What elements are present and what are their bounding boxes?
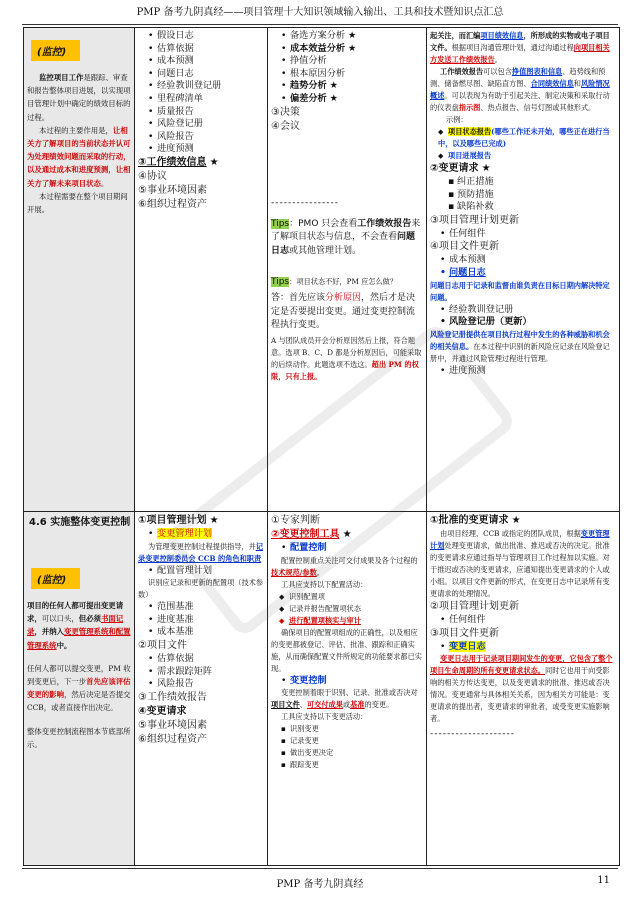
process-guidance: 任何人都可以提交变更，PM 收到变更后，下一步首先应该评估变更的影响，然后决定是否提交 CCB，或者直接作出决定。	[27, 663, 131, 713]
output-section: ②项目管理计划更新	[430, 601, 519, 612]
tool-item: • 配置控制	[271, 542, 423, 555]
input-note: 为管理变更控制过程提供指导，并记录变更控制委员会 CCB 的角色和职责	[138, 541, 264, 563]
tips-note: Tips：PMO 只会查看工作绩效报告来了解项目状态与信息，不会查看问题日志或其他管理计划。	[271, 218, 421, 256]
output-section: ②变更请求 ★	[430, 163, 491, 174]
process-table	[23, 27, 620, 866]
output-item: • 问题日志	[430, 267, 616, 280]
footer-rule	[22, 868, 618, 869]
input-item: • 变更管理计划	[138, 528, 264, 541]
input-section: ⑤事业环境因素	[138, 719, 207, 731]
process-note: 整体变更控制流程图本节底部所示。	[27, 726, 131, 749]
output-item: • 任何组件	[430, 614, 616, 627]
output-section: ③项目管理计划更新	[430, 214, 519, 226]
input-item: • 风险报告	[138, 678, 264, 691]
output-description: 起关注，而汇编项目绩效信息，所形成的实物或电子项目文件。根据项目沟通管理计划，通过沟通过程向项目相关方发送工作绩效报告。	[430, 31, 610, 64]
tips-question: Tips：项目状态不好，PM 应怎么做？	[271, 277, 398, 288]
tools-cell	[268, 512, 427, 866]
input-section: ⑤事业环境因素	[138, 184, 207, 196]
process-description: 监控项目工作是跟踪、审查和报告整体项目进展，以实现项目管理计划中确定的绩效目标的过程。	[27, 73, 131, 122]
output-item: • 风险登记册（更新）	[430, 316, 616, 329]
input-item: • 质量报告	[138, 106, 264, 119]
issue-log-note: 问题日志用于记录和监督由谁负责在目标日期内解决特定问题。	[430, 280, 610, 302]
tool-note: 确保项目的配置项组成的正确性，以及相应的变更都被登记、评估、批准、跟踪和正确实施，从而确保配置文件所规定的功能要求都已实现。	[271, 627, 422, 673]
process-group-label: (监控)	[31, 40, 80, 61]
risk-register-note: 风险登记册提供在项目执行过程中发生的各种威胁和机会的相关信息。在本过程中识别的新风险应记录在风险登记册中，并通过风险管理过程进行管理。	[430, 329, 610, 363]
input-item: • 范围基准	[138, 601, 264, 614]
output-subitem: ▪ 预防措施	[430, 189, 616, 202]
input-item: • 风险报告	[138, 131, 264, 144]
example-label: 示例：	[446, 115, 468, 124]
tool-activity: ◆ 记录并报告配置项状态	[271, 603, 423, 615]
tool-item: • 成本效益分析 ★	[271, 43, 423, 56]
input-section: ③工作绩效报告	[138, 691, 207, 703]
input-section: ④协议	[138, 170, 167, 182]
tool-note: 工具应支持以下配置活动：	[281, 579, 368, 589]
process-cell	[24, 512, 135, 866]
process-name: 4.6 实施整体变更控制	[29, 517, 131, 528]
output-item: • 成本预测	[430, 254, 616, 267]
example-item: ◆ 项目进展报告	[430, 150, 616, 162]
output-item: • 经验教训登记册	[430, 304, 616, 317]
divider-dashes: ----------------	[271, 197, 339, 208]
tool-activity: ▪ 做出变更决定	[271, 747, 423, 759]
input-item: • 经验教训登记册	[138, 80, 264, 93]
input-item: • 估算依据	[138, 43, 264, 56]
process-group-label: (监控)	[31, 568, 80, 589]
tool-activity: ▪ 跟踪变更	[271, 759, 423, 771]
input-section: ⑥组织过程资产	[138, 198, 207, 210]
outputs-cell	[427, 512, 620, 866]
tool-activity: ▪ 记录变更	[271, 735, 423, 747]
input-item: • 进度预测	[138, 143, 264, 156]
input-section: ②项目文件	[138, 639, 187, 651]
output-note: 由项目经理、CCB 或指定的团队成员，根据变更管理计划处理变更请求，做出批准、推迟或否决的决定。批准的变更请求应通过指导与管理项目工作过程加以实施。对于推迟或否决的变更请求，应通知提出变更请求的个人或小组。以项目文件更新的形式，在变更日志中记录所有变更请求的处理情况。	[430, 529, 610, 598]
process-purpose: 本过程的主要作用是，让相关方了解项目的当前状态并认可为处理绩效问题而采取的行动，以及通过成本和进度预测，让相关方了解未来项目状态。	[27, 125, 131, 188]
input-item: • 问题日志	[138, 68, 264, 81]
tool-item: • 趋势分析 ★	[271, 80, 423, 93]
tool-section: ②变更控制工具 ★	[271, 529, 352, 540]
output-item: • 任何组件	[430, 228, 616, 241]
output-subitem: ▪ 缺陷补救	[430, 201, 616, 214]
output-item: • 进度预测	[430, 365, 616, 378]
outputs-cell	[427, 28, 620, 512]
inputs-cell	[135, 512, 268, 866]
input-item: • 估算依据	[138, 653, 264, 666]
input-item: • 成本基准	[138, 626, 264, 639]
tool-activity: ◆ 进行配置项核实与审计	[271, 615, 423, 627]
input-item: • 成本预测	[138, 55, 264, 68]
process-frequency: 本过程需要在整个项目期间开展。	[27, 191, 128, 215]
input-item: • 配置管理计划	[138, 565, 264, 578]
tool-item: • 偏差分析 ★	[271, 93, 423, 106]
tips-answer: 答：首先应该分析原因，然后才是决定是否要提出变更。通过变更控制流程执行变更。	[271, 292, 416, 331]
output-section: ①批准的变更请求 ★	[430, 515, 521, 526]
input-section: ④变更请求	[138, 705, 187, 717]
input-item: • 风险登记册	[138, 118, 264, 131]
tool-section: ④会议	[271, 120, 300, 132]
tool-item: • 备选方案分析 ★	[271, 30, 423, 43]
input-section: ①项目管理计划 ★	[138, 515, 219, 526]
tool-item: • 挣值分析	[271, 55, 423, 68]
inputs-cell	[135, 28, 268, 512]
tool-section: ①专家判断	[271, 515, 320, 526]
header-rule	[22, 24, 618, 25]
process-cell	[24, 28, 135, 512]
page-number: 11	[597, 875, 610, 886]
tool-note: 变更控制着眼于识别、记录、批准或否决对项目文件、可交付成果或基准的变更。	[271, 688, 418, 710]
input-item: • 里程碑清单	[138, 93, 264, 106]
output-subitem: ▪ 纠正措施	[430, 176, 616, 189]
footer-text: PMP 备考九阴真经	[276, 879, 364, 890]
divider-dashes: --------------------	[430, 729, 515, 740]
tool-note: 配置控制重点关注可交付成果及各个过程的技术规范/参数。	[271, 555, 418, 577]
table-row	[24, 28, 620, 512]
tool-item: • 根本原因分析	[271, 68, 423, 81]
input-note: 识别应记录和更新的配置项（技术参数）	[138, 578, 264, 600]
tool-activity: ◆ 识别配置项	[271, 591, 423, 603]
tools-cell	[268, 28, 427, 512]
tool-activity: ▪ 识别变更	[271, 723, 423, 735]
input-section: ③工作绩效信息 ★	[138, 156, 219, 168]
output-section: ③项目文件更新	[430, 627, 499, 639]
input-item: • 假设日志	[138, 30, 264, 43]
output-item: • 变更日志	[430, 641, 616, 654]
tips-explanation: A 与团队成员开会分析原因然后上报，符合题意。选项 B、C、D 都是分析原因后，可能采取的后续动作。此题选项不选这。超出 PM 的权限，只有上报。	[271, 335, 422, 381]
output-contents: 工作绩效报告可以包含挣值图表和信息、趋势线和预测、储备燃尽图、缺陷直方图、合同绩效信息和风险情况概述。可以表现为有助于引起关注、制定决策和采取行动的仪表盘指示图、热点报告、信号灯图或其他形式。	[430, 67, 610, 112]
input-section: ⑥组织过程资产	[138, 733, 207, 745]
example-item: ◆ 项目状态报告(哪些工作还未开始，哪些正在进行当中，以及哪些已完成)	[430, 126, 616, 150]
tool-item: • 变更控制	[271, 675, 423, 688]
tool-section: ③决策	[271, 106, 300, 118]
tool-note: 工具应支持以下变更活动：	[281, 712, 368, 722]
input-item: • 进度基准	[138, 614, 264, 627]
input-item: • 需求跟踪矩阵	[138, 666, 264, 679]
output-section: ④项目文件更新	[430, 241, 499, 253]
change-log-note: 变更日志用于记录项目期间发生的变更，它包含了整个项目生命周期的所有变更请求状态。同时它也用于向受影响的相关方传达变更，以及变更请求的批准、推迟或否决情况。变更通常与具体相关关系，因为相关方可能是：变更请求的提出者，变更请求的审批者，或受变更实施影响者。	[430, 654, 613, 724]
table-row	[24, 512, 620, 866]
process-description: 项目的任何人都可提出变更请求，可以口头，但必须书面记录，并纳入变更管理系统和配置管理系统中。	[27, 601, 131, 650]
page-header: PMP 备考九阴真经——项目管理十大知识领域输入输出、工具和技术暨知识点汇总	[136, 7, 504, 18]
